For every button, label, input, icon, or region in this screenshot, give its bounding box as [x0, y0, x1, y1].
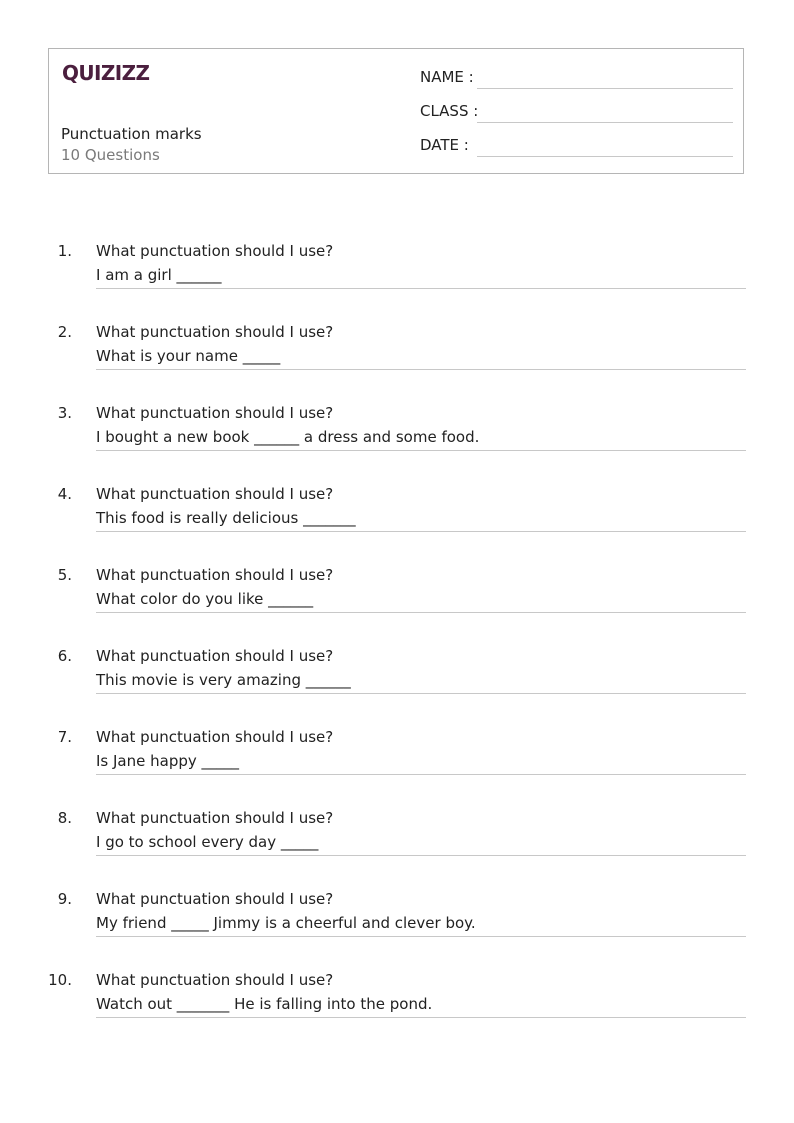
- question-number: 10.: [48, 971, 72, 989]
- question-item: [0, 242, 794, 304]
- question-item: [0, 809, 794, 871]
- question-number: 1.: [57, 242, 72, 260]
- quizizz-logo: [62, 59, 154, 87]
- question-prompt: What punctuation should I use?: [96, 485, 334, 503]
- question-number: 5.: [57, 566, 72, 584]
- question-number: 2.: [57, 323, 72, 341]
- name-field[interactable]: [420, 68, 733, 92]
- question-item: [0, 890, 794, 952]
- question-prompt: What punctuation should I use?: [96, 323, 334, 341]
- date-field[interactable]: [420, 136, 733, 160]
- question-prompt: What punctuation should I use?: [96, 890, 334, 908]
- date-line[interactable]: [477, 156, 733, 157]
- date-label: DATE :: [420, 136, 469, 154]
- name-label: NAME :: [420, 68, 474, 86]
- question-number: 3.: [57, 404, 72, 422]
- question-sentence: What color do you like ______: [96, 590, 314, 608]
- question-sentence: I go to school every day _____: [96, 833, 319, 851]
- question-number: 9.: [57, 890, 72, 908]
- answer-line[interactable]: [96, 369, 746, 370]
- question-prompt: What punctuation should I use?: [96, 242, 334, 260]
- class-field[interactable]: [420, 102, 733, 126]
- question-item: [0, 485, 794, 547]
- question-prompt: What punctuation should I use?: [96, 971, 334, 989]
- question-item: [0, 971, 794, 1033]
- question-item: [0, 566, 794, 628]
- answer-line[interactable]: [96, 531, 746, 532]
- quizizz-logo-wordmark: QUIZIZZ: [62, 61, 150, 85]
- question-sentence: This movie is very amazing ______: [96, 671, 351, 689]
- question-item: [0, 404, 794, 466]
- answer-line[interactable]: [96, 693, 746, 694]
- question-prompt: What punctuation should I use?: [96, 728, 334, 746]
- answer-line[interactable]: [96, 936, 746, 937]
- quizizz-logo-mark: [62, 59, 154, 87]
- answer-line[interactable]: [96, 855, 746, 856]
- question-item: [0, 647, 794, 709]
- question-prompt: What punctuation should I use?: [96, 566, 334, 584]
- question-number: 4.: [57, 485, 72, 503]
- class-label: CLASS :: [420, 102, 479, 120]
- question-sentence: This food is really delicious _______: [96, 509, 356, 527]
- answer-line[interactable]: [96, 450, 746, 451]
- name-line[interactable]: [477, 88, 733, 89]
- question-sentence: Is Jane happy _____: [96, 752, 240, 770]
- quiz-title: Punctuation marks: [61, 125, 202, 143]
- worksheet-header: [48, 48, 744, 174]
- question-sentence: What is your name _____: [96, 347, 281, 365]
- question-number: 6.: [57, 647, 72, 665]
- question-sentence: Watch out _______ He is falling into the pond.: [96, 995, 433, 1013]
- question-prompt: What punctuation should I use?: [96, 647, 334, 665]
- answer-line[interactable]: [96, 288, 746, 289]
- answer-line[interactable]: [96, 774, 746, 775]
- class-line[interactable]: [477, 122, 733, 123]
- question-number: 8.: [57, 809, 72, 827]
- answer-line[interactable]: [96, 612, 746, 613]
- question-number: 7.: [57, 728, 72, 746]
- question-item: [0, 323, 794, 385]
- question-sentence: I am a girl ______: [96, 266, 222, 284]
- question-count: 10 Questions: [61, 146, 160, 164]
- question-prompt: What punctuation should I use?: [96, 809, 334, 827]
- question-item: [0, 728, 794, 790]
- question-sentence: I bought a new book ______ a dress and some food.: [96, 428, 480, 446]
- question-sentence: My friend _____ Jimmy is a cheerful and clever boy.: [96, 914, 476, 932]
- question-prompt: What punctuation should I use?: [96, 404, 334, 422]
- answer-line[interactable]: [96, 1017, 746, 1018]
